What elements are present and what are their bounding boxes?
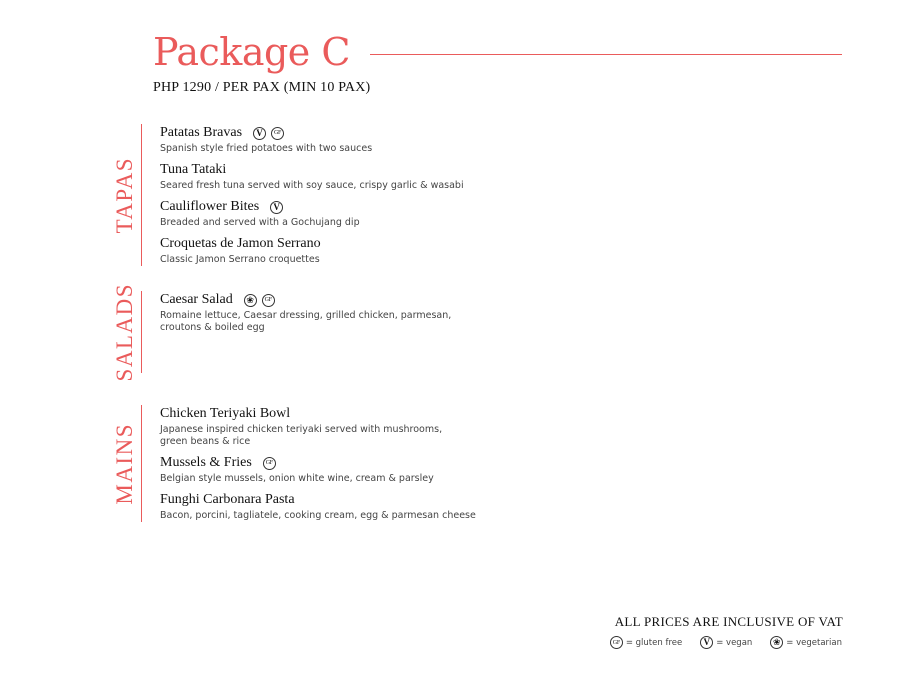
legend-label: = vegan — [716, 637, 753, 648]
section-divider — [141, 291, 142, 373]
menu-item-funghi-carbonara — [160, 491, 520, 522]
item-description: Bacon, porcini, tagliatele, cooking cream, egg & parmesan cheese — [160, 510, 476, 521]
gluten-free-icon: GF — [610, 636, 623, 649]
legend-vegan — [700, 636, 752, 649]
item-name: Caesar Salad — [160, 292, 233, 307]
item-description: Breaded and served with a Gochujang dip — [160, 217, 360, 228]
menu-item-patatas-bravas — [160, 124, 520, 155]
item-name: Croquetas de Jamon Serrano — [160, 236, 321, 251]
item-description: Seared fresh tuna served with soy sauce, crispy garlic & wasabi — [160, 180, 464, 191]
price-per-pax: PHP 1290 / PER PAX (MIN 10 PAX) — [153, 80, 371, 95]
dietary-legend — [610, 636, 842, 649]
item-description: Romaine lettuce, Caesar dressing, grilled chicken, parmesan, croutons & boiled egg — [160, 310, 452, 333]
legend-label: = gluten free — [625, 637, 683, 648]
gluten-free-icon: GF — [262, 294, 275, 307]
vegetarian-icon: ❀ — [244, 294, 257, 307]
item-name: Cauliflower Bites — [160, 199, 260, 214]
menu-item-tuna-tataki — [160, 161, 520, 192]
menu-item-croquetas — [160, 235, 520, 266]
menu-item-cauliflower-bites — [160, 198, 520, 229]
page-title: Package C — [153, 30, 350, 74]
item-name: Patatas Bravas — [160, 125, 243, 140]
legend-label: = vegetarian — [786, 637, 842, 648]
gluten-free-icon: GF — [271, 127, 284, 140]
vegetarian-icon: ❀ — [770, 636, 783, 649]
title-divider — [370, 54, 842, 55]
section-divider — [141, 405, 142, 522]
legend-gluten-free — [610, 636, 682, 649]
item-description: Japanese inspired chicken teriyaki served with mushrooms, green beans & rice — [160, 424, 443, 447]
item-name: Chicken Teriyaki Bowl — [160, 406, 291, 421]
item-description: Belgian style mussels, onion white wine, cream & parsley — [160, 473, 434, 484]
section-divider — [141, 124, 142, 266]
item-name: Mussels & Fries — [160, 455, 252, 470]
legend-vegetarian — [770, 636, 842, 649]
menu-item-mussels-fries — [160, 454, 520, 485]
section-label: TAPAS — [112, 156, 137, 234]
menu-item-caesar-salad — [160, 291, 520, 334]
section-label: SALADS — [112, 282, 137, 382]
menu-item-chicken-teriyaki-bowl — [160, 405, 520, 448]
vegan-icon: V — [270, 201, 283, 214]
item-name: Funghi Carbonara Pasta — [160, 492, 295, 507]
vegan-icon: V — [253, 127, 266, 140]
item-description: Spanish style fried potatoes with two sauces — [160, 143, 373, 154]
item-name: Tuna Tataki — [160, 162, 227, 177]
vegan-icon: V — [700, 636, 713, 649]
gluten-free-icon: GF — [263, 457, 276, 470]
vat-note: ALL PRICES ARE INCLUSIVE OF VAT — [614, 614, 843, 629]
item-description: Classic Jamon Serrano croquettes — [160, 254, 320, 265]
section-label: MAINS — [112, 422, 137, 505]
